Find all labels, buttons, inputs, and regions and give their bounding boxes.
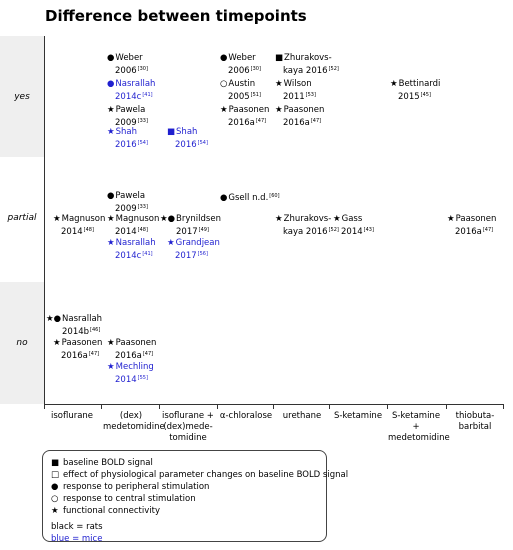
study-entry (53, 214, 105, 238)
study-year: 2016a (283, 118, 310, 128)
study-ref: [48] (137, 227, 148, 233)
study-symbol-icon: ★ (333, 214, 341, 224)
study-name: Zhurakovs- (283, 214, 332, 224)
study-entry (107, 338, 156, 362)
study-name: Paasonen (283, 105, 325, 115)
study-ref: [52] (328, 227, 339, 233)
study-ref: [41] (142, 92, 153, 98)
study-symbol-icon: ★● (46, 314, 62, 324)
study-ref: [47] (482, 227, 494, 233)
x-axis-tick (159, 404, 160, 409)
study-year: 2017 (176, 227, 198, 237)
study-entry (107, 191, 148, 215)
legend-symbol-icon: ■ (51, 458, 60, 468)
legend-label: effect of physiological parameter changes on baseline BOLD signal (63, 470, 349, 480)
category-label-no: no (16, 338, 28, 348)
study-entry (275, 79, 316, 103)
column-label: S-ketamine (333, 411, 383, 421)
study-symbol-icon: ★ (275, 105, 283, 115)
legend-label: response to peripheral stimulation (63, 482, 210, 492)
study-symbol-icon: ★ (390, 79, 398, 89)
study-year: 2009 (115, 204, 137, 214)
study-name: Weber (115, 53, 143, 63)
study-symbol-icon: ★ (220, 105, 228, 115)
study-entry (220, 191, 280, 204)
study-entry (107, 214, 159, 238)
study-name: Pawela (115, 191, 146, 201)
legend-symbol-icon: □ (51, 470, 60, 480)
study-ref: [56] (197, 251, 208, 257)
study-symbol-icon: ○ (220, 79, 228, 89)
study-ref: [33] (137, 118, 148, 124)
column-label: (dex) medetomidine (103, 411, 165, 432)
study-name: Austin (228, 79, 256, 89)
study-symbol-icon: ★ (167, 238, 175, 248)
study-ref: [47] (255, 118, 267, 124)
column-label: α-chloralose (219, 411, 273, 421)
legend-symbol-icon: ● (51, 482, 59, 492)
study-entry (107, 79, 155, 103)
study-ref: [47] (142, 351, 154, 357)
study-entry (390, 79, 440, 103)
study-entry (53, 338, 102, 362)
study-ref: [55] (137, 375, 148, 381)
study-ref: [53] (305, 92, 316, 98)
study-symbol-icon: ★ (275, 214, 283, 224)
study-name: Paasonen (228, 105, 270, 115)
study-symbol-icon: ★● (160, 214, 176, 224)
x-axis-tick (503, 404, 504, 409)
legend-item (51, 469, 349, 481)
study-entry (220, 79, 261, 103)
study-name: Weber (228, 53, 256, 63)
study-year: 2011 (283, 92, 305, 102)
study-year: 2005 (228, 92, 250, 102)
study-year: 2009 (115, 118, 137, 128)
study-name: Paasonen (455, 214, 497, 224)
study-ref: [60] (269, 193, 280, 199)
study-entry (447, 214, 496, 238)
x-axis-tick (273, 404, 274, 409)
study-ref: [30] (250, 66, 261, 72)
legend-item (51, 481, 318, 493)
study-year: 2014 (341, 227, 363, 237)
study-ref: [47] (88, 351, 100, 357)
legend-mice: blue = mice (51, 534, 103, 544)
x-axis-line (44, 404, 504, 405)
study-year: 2014c (115, 251, 142, 261)
study-ref: [33] (137, 204, 148, 210)
study-entry (160, 214, 221, 238)
study-entry (107, 127, 148, 151)
study-entry (167, 238, 220, 262)
legend-label: baseline BOLD signal (63, 458, 153, 468)
study-entry (167, 127, 208, 151)
study-name: Bettinardi (398, 79, 441, 89)
study-name: Shah (176, 127, 198, 137)
x-axis-tick (101, 404, 102, 409)
study-name: Nasrallah (115, 79, 156, 89)
study-symbol-icon: ★ (107, 105, 115, 115)
column-label: isoflurane + (dex)mede- tomidine (162, 411, 214, 443)
study-symbol-icon: ■ (275, 53, 284, 63)
x-axis-tick (217, 404, 218, 409)
study-entry (275, 214, 339, 238)
legend-symbol-icon: ○ (51, 494, 59, 504)
study-symbol-icon: ★ (53, 214, 61, 224)
column-label: S-ketamine + medetomidine (388, 411, 450, 443)
y-axis-line (44, 36, 45, 405)
x-axis-tick (387, 404, 388, 409)
legend-item (51, 457, 318, 469)
study-year: 2016a (455, 227, 482, 237)
legend-label: response to central stimulation (63, 494, 196, 504)
study-year: 2006 (228, 66, 250, 76)
legend (42, 450, 349, 544)
study-symbol-icon: ■ (167, 127, 176, 137)
study-ref: [48] (83, 227, 94, 233)
study-entry (333, 214, 374, 238)
study-ref: [52] (328, 66, 339, 72)
study-name: Zhurakovs- (284, 53, 332, 63)
study-ref: [49] (198, 227, 209, 233)
study-symbol-icon: ★ (107, 338, 115, 348)
study-symbol-icon: ★ (53, 338, 61, 348)
study-year: 2014 (115, 227, 137, 237)
legend-rats: black = rats (51, 522, 103, 532)
column-label: urethane (282, 411, 322, 421)
study-year: kaya 2016 (283, 227, 328, 237)
x-axis-tick (329, 404, 330, 409)
category-label-yes: yes (14, 92, 30, 102)
study-entry (220, 105, 269, 129)
study-entry (220, 53, 261, 77)
study-ref: [30] (137, 66, 148, 72)
study-year: 2014c (115, 92, 142, 102)
study-symbol-icon: ★ (107, 127, 115, 137)
study-entry (107, 362, 154, 386)
study-name: Wilson (283, 79, 312, 89)
legend-label: functional connectivity (63, 506, 160, 516)
study-symbol-icon: ● (220, 53, 228, 63)
study-name: Gsell n.d. (228, 193, 269, 203)
study-symbol-icon: ● (107, 79, 115, 89)
study-symbol-icon: ● (220, 193, 228, 203)
study-year: 2014 (61, 227, 83, 237)
study-name: Brynildsen (176, 214, 221, 224)
study-entry (275, 53, 339, 77)
chart-title: Difference between timepoints (45, 7, 307, 25)
legend-item (51, 505, 318, 517)
study-name: Mechling (115, 362, 154, 372)
category-label-partial: partial (7, 213, 37, 223)
legend-symbol-icon: ★ (51, 506, 59, 516)
study-year: 2016a (228, 118, 255, 128)
study-name: Magnuson (115, 214, 160, 224)
column-label: thiobuta- barbital (455, 411, 495, 432)
study-ref: [51] (250, 92, 261, 98)
study-year: 2006 (115, 66, 137, 76)
x-axis-tick (446, 404, 447, 409)
study-year: 2016 (115, 140, 137, 150)
study-year: 2014b (62, 327, 90, 337)
study-ref: [47] (310, 118, 322, 124)
study-name: Nasrallah (62, 314, 103, 324)
study-ref: [46] (90, 327, 101, 333)
study-ref: [43] (363, 227, 374, 233)
study-symbol-icon: ★ (447, 214, 455, 224)
study-name: Gass (341, 214, 363, 224)
study-entry (107, 53, 148, 77)
study-year: 2015 (398, 92, 420, 102)
x-axis-tick (44, 404, 45, 409)
legend-item (51, 493, 318, 505)
study-name: Paasonen (115, 338, 157, 348)
study-ref: [54] (197, 140, 208, 146)
study-year: 2016 (175, 140, 197, 150)
study-symbol-icon: ★ (107, 214, 115, 224)
study-name: Nasrallah (115, 238, 156, 248)
study-year: 2016a (115, 351, 142, 361)
column-label: isoflurane (50, 411, 94, 421)
study-year: kaya 2016 (283, 66, 328, 76)
study-entry (107, 105, 148, 129)
study-year: 2016a (61, 351, 88, 361)
study-symbol-icon: ★ (107, 362, 115, 372)
study-symbol-icon: ★ (107, 238, 115, 248)
study-ref: [45] (420, 92, 431, 98)
study-symbol-icon: ★ (275, 79, 283, 89)
study-entry (275, 105, 324, 129)
study-ref: [54] (137, 140, 148, 146)
study-year: 2014 (115, 375, 137, 385)
study-entry (107, 238, 156, 262)
study-year: 2017 (175, 251, 197, 261)
study-name: Shah (115, 127, 138, 137)
study-ref: [41] (142, 251, 153, 257)
study-symbol-icon: ● (107, 53, 115, 63)
study-symbol-icon: ● (107, 191, 115, 201)
study-name: Pawela (115, 105, 146, 115)
study-entry (46, 314, 102, 338)
study-name: Grandjean (175, 238, 220, 248)
study-name: Magnuson (61, 214, 106, 224)
study-name: Paasonen (61, 338, 103, 348)
